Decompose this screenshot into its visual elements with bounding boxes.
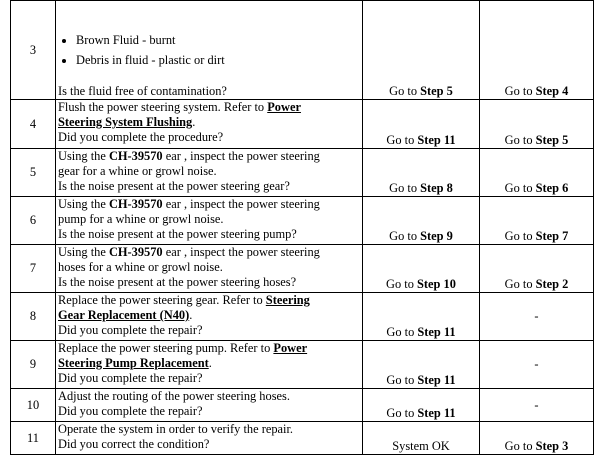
step-row-8 <box>11 293 594 341</box>
action-cell: Adjust the routing of the power steering hoses. Did you complete the repair? <box>56 389 363 422</box>
yes-cell: Go to Step 11 <box>363 100 480 149</box>
step-row-9 <box>11 341 594 389</box>
yes-cell: Go to Step 11 <box>363 293 480 341</box>
step-ref: Step 6 <box>535 181 569 195</box>
action-cell: Using the CH-39570 ear , inspect the power steering pump for a whine or growl noise. Is the noise present at the power steering pump? <box>56 197 363 245</box>
step-number: 3 <box>11 1 56 100</box>
yes-cell: Go to Step 5 <box>363 1 480 100</box>
step-ref: Step 10 <box>417 277 456 291</box>
step-ref: Step 11 <box>417 133 456 147</box>
step-number: 5 <box>11 149 56 197</box>
step-number: 7 <box>11 245 56 293</box>
step-ref: Step 5 <box>535 133 569 147</box>
list-item: • Debris in fluid - plastic or dirt <box>76 50 360 70</box>
step-row-11 <box>11 422 594 455</box>
step-ref: Step 3 <box>535 439 569 453</box>
step-number: 11 <box>11 422 56 455</box>
step-ref: Step 11 <box>417 406 456 420</box>
procedure-link[interactable]: Steering System Flushing <box>58 115 193 129</box>
yes-cell: Go to Step 8 <box>363 149 480 197</box>
step-row-5 <box>11 149 594 197</box>
no-cell: Go to Step 6 <box>480 149 594 197</box>
action-cell: Using the CH-39570 ear , inspect the power steering hoses for a whine or growl noise. Is the noise present at the power steering hoses? <box>56 245 363 293</box>
no-cell: Go to Step 4 <box>480 1 594 100</box>
no-cell: - <box>480 341 594 389</box>
yes-cell: Go to Step 11 <box>363 389 480 422</box>
step-row-3 <box>11 1 594 100</box>
step-ref: Step 8 <box>420 181 453 195</box>
step-number: 9 <box>11 341 56 389</box>
procedure-link[interactable]: Steering Pump Replacement <box>58 356 209 370</box>
step-ref: Step 7 <box>535 229 569 243</box>
no-cell: Go to Step 2 <box>480 245 594 293</box>
step-number: 4 <box>11 100 56 149</box>
no-cell: Go to Step 3 <box>480 422 594 455</box>
yes-cell: Go to Step 11 <box>363 341 480 389</box>
tool-ref: CH-39570 <box>108 149 163 163</box>
question-text: Did you complete the procedure? <box>58 130 224 144</box>
step-number: 6 <box>11 197 56 245</box>
yes-cell: Go to Step 10 <box>363 245 480 293</box>
action-cell: Using the CH-39570 ear , inspect the power steering gear for a whine or growl noise. Is the noise present at the power steering gear? <box>56 149 363 197</box>
step-number: 8 <box>11 293 56 341</box>
question-text: Is the fluid free of contamination? <box>58 84 227 98</box>
step-row-7 <box>11 245 594 293</box>
procedure-link[interactable]: Gear Replacement (N40) <box>58 308 190 322</box>
step-ref: Step 2 <box>535 277 569 291</box>
step-number: 10 <box>11 389 56 422</box>
procedure-link[interactable]: Power <box>267 100 301 114</box>
step-ref: Step 4 <box>535 84 569 98</box>
no-cell: Go to Step 5 <box>480 100 594 149</box>
yes-cell: System OK <box>363 422 480 455</box>
question-text: Did you complete the repair? <box>58 404 203 418</box>
tool-ref: CH-39570 <box>108 197 163 211</box>
action-cell: Replace the power steering pump. Refer to Power Steering Pump Replacement. Did you complete the repair? <box>56 341 363 389</box>
step-row-10 <box>11 389 594 422</box>
question-text: Did you complete the repair? <box>58 371 203 385</box>
list-item: • Brown Fluid - burnt <box>76 30 360 50</box>
action-cell: Operate the system in order to verify the repair. Did you correct the condition? <box>56 422 363 455</box>
question-text: Did you complete the repair? <box>58 323 203 337</box>
diagnostic-table <box>10 0 594 455</box>
tool-ref: CH-39570 <box>108 245 163 259</box>
procedure-link[interactable]: Power <box>273 341 308 355</box>
step-ref: Step 9 <box>420 229 453 243</box>
procedure-link[interactable]: Steering <box>265 293 310 307</box>
step-row-4 <box>11 100 594 149</box>
action-cell: Replace the power steering gear. Refer to Steering Gear Replacement (N40). Did you complete the repair? <box>56 293 363 341</box>
no-cell: Go to Step 7 <box>480 197 594 245</box>
symptom-list <box>58 30 360 70</box>
no-cell: - <box>480 293 594 341</box>
step-ref: Step 11 <box>417 373 456 387</box>
question-text: Is the noise present at the power steering gear? <box>58 179 290 193</box>
step-ref: Step 11 <box>417 325 456 339</box>
question-text: Is the noise present at the power steering hoses? <box>58 275 297 289</box>
yes-cell: Go to Step 9 <box>363 197 480 245</box>
question-text: Did you correct the condition? <box>58 437 210 451</box>
action-cell: Flush the power steering system. Refer to Power Steering System Flushing. Did you complete the procedure? <box>56 100 363 149</box>
action-cell <box>56 1 363 100</box>
step-ref: Step 5 <box>420 84 453 98</box>
question-text: Is the noise present at the power steering pump? <box>58 227 297 241</box>
no-cell: - <box>480 389 594 422</box>
step-row-6 <box>11 197 594 245</box>
